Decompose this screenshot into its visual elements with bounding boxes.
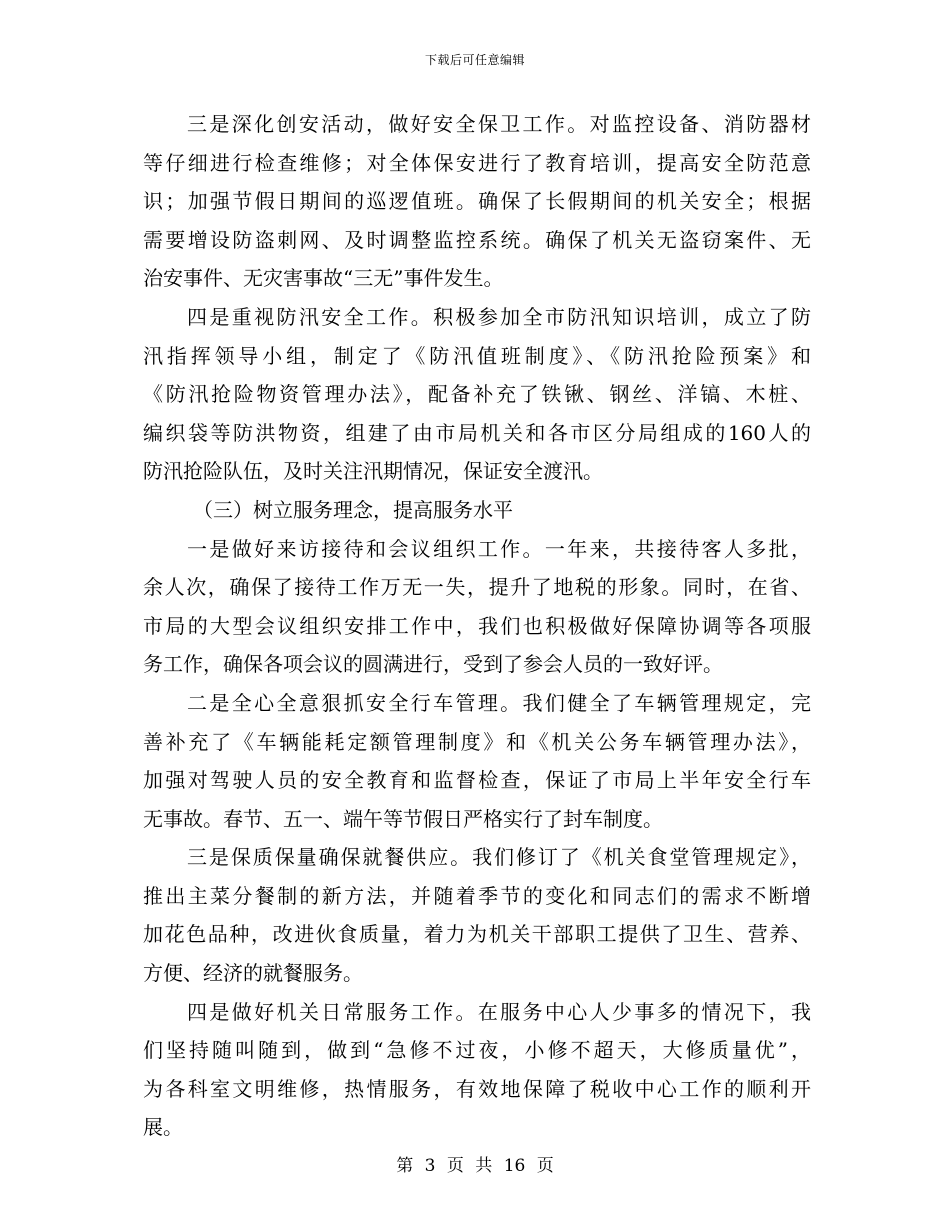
text-line: 防汛抢险队伍，及时关注汛期情况，保证安全渡汛。 <box>143 459 603 484</box>
text-line: 方便、经济的就餐服务。 <box>143 961 363 986</box>
page-number: 第 3 页 共 16 页 <box>396 1156 554 1176</box>
paragraph-dining <box>143 838 811 992</box>
paragraph-vehicle <box>143 684 811 838</box>
paragraph-security <box>143 105 811 298</box>
text-line: 识；加强节假日期间的巡逻值班。确保了长假期间的机关安全；根据 <box>143 189 811 214</box>
text-line: 汛指挥领导小组，制定了《防汛值班制度》、《防汛抢险预案》和 <box>143 343 811 368</box>
text-line: 余人次，确保了接待工作万无一失，提升了地税的形象。同时，在省、 <box>143 575 811 600</box>
text-line: 加强对驾驶人员的安全教育和监督检查，保证了市局上半年安全行车 <box>143 768 811 793</box>
section-heading <box>143 491 811 530</box>
text-line: 们坚持随叫随到，做到“急修不过夜，小修不超天，大修质量优”， <box>143 1038 811 1063</box>
text-line: 推出主菜分餐制的新方法，并随着季节的变化和同志们的需求不断增 <box>143 883 811 908</box>
text-line: 等仔细进行检查维修；对全体保安进行了教育培训，提高安全防范意 <box>143 150 811 175</box>
text-line: 善补充了《车辆能耗定额管理制度》和《机关公务车辆管理办法》， <box>143 729 811 754</box>
page-header: 下载后可任意编辑 <box>424 53 525 67</box>
paragraph-reception <box>143 530 811 684</box>
text-line: 三是深化创安活动，做好安全保卫工作。对监控设备、消防器材 <box>187 112 811 136</box>
text-line: 二是全心全意狠抓安全行车管理。我们健全了车辆管理规定，完 <box>187 690 811 715</box>
text-line: 市局的大型会议组织安排工作中，我们也积极做好保障协调等各项服 <box>143 613 811 638</box>
text-line: 务工作，确保各项会议的圆满进行，受到了参会人员的一致好评。 <box>143 652 723 677</box>
text-line: 《防汛抢险物资管理办法》，配备补充了铁锹、钢丝、洋镐、木桩、 <box>143 382 811 407</box>
paragraph-flood-control <box>143 298 811 491</box>
text-line: 无事故。春节、五一、端午等节假日严格实行了封车制度。 <box>143 806 663 831</box>
text-line: 编织袋等防洪物资，组建了由市局机关和各市区分局组成的160人的 <box>143 420 811 445</box>
section-heading-text: （三）树立服务理念，提高服务水平 <box>193 497 513 522</box>
text-line: 需要增设防盗刺网、及时调整监控系统。确保了机关无盗窃案件、无 <box>143 227 811 252</box>
text-line: 一是做好来访接待和会议组织工作。一年来，共接待客人多批， <box>187 536 811 561</box>
text-line: 展。 <box>143 1115 183 1140</box>
text-line: 治安事件、无灾害事故“三无”事件发生。 <box>143 266 504 291</box>
text-line: 四是重视防汛安全工作。积极参加全市防汛知识培训，成立了防 <box>187 304 811 329</box>
text-line: 加花色品种，改进伙食质量，着力为机关干部职工提供了卫生、营养、 <box>143 922 811 947</box>
document-body <box>143 105 811 1147</box>
paragraph-daily-service <box>143 993 811 1147</box>
text-line: 三是保质保量确保就餐供应。我们修订了《机关食堂管理规定》， <box>187 845 811 870</box>
text-line: 四是做好机关日常服务工作。在服务中心人少事多的情况下，我 <box>187 999 811 1024</box>
text-line: 为各科室文明维修，热情服务，有效地保障了税收中心工作的顺利开 <box>143 1076 811 1101</box>
